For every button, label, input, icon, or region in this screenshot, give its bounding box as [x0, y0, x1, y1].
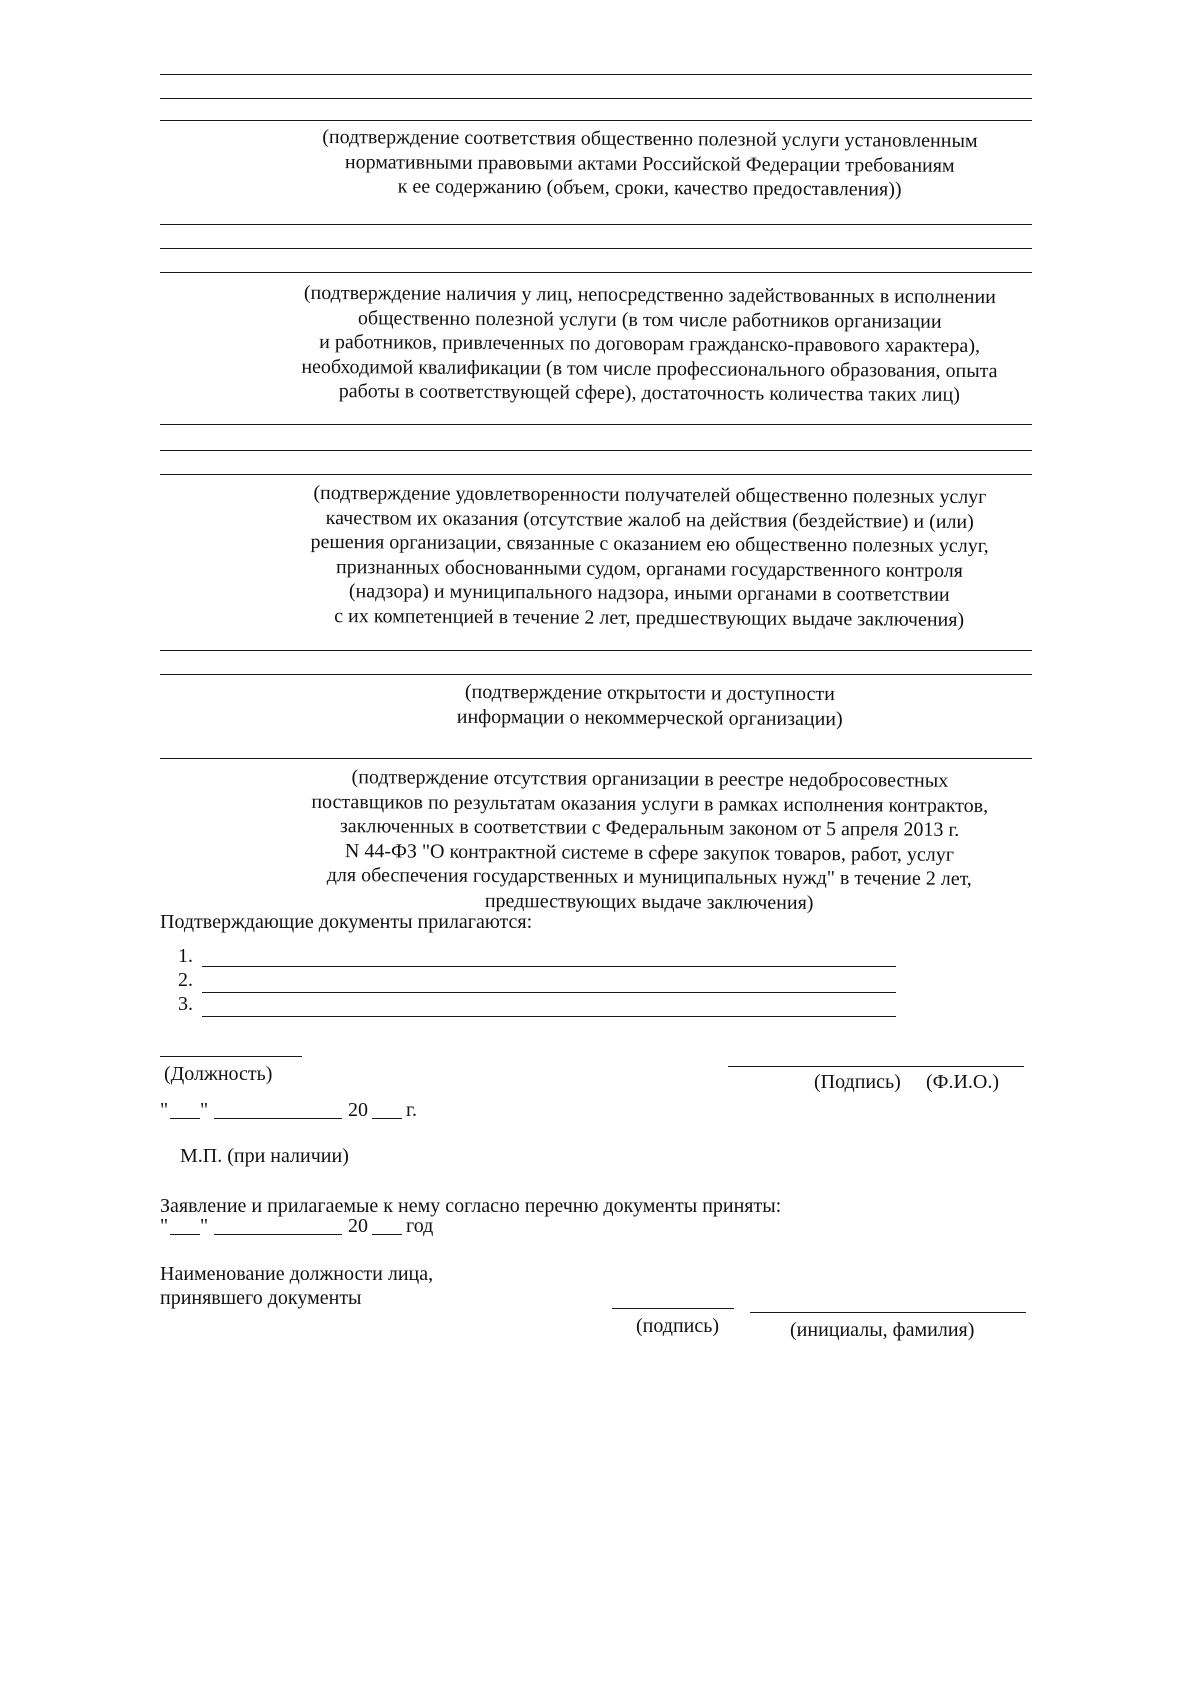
fill-line	[160, 272, 1032, 273]
caption-line: (подтверждение открытости и доступности	[464, 680, 835, 706]
fill-line	[160, 758, 1032, 759]
attachments-heading: Подтверждающие документы прилагаются:	[160, 911, 533, 933]
caption-line: общественно полезной услуги (в том числе работников организации	[357, 306, 942, 333]
caption-line: работы в соответствующей сфере), достаточность количества таких лиц)	[338, 380, 960, 406]
fill-line	[160, 224, 1032, 225]
caption-openness	[160, 678, 1140, 733]
caption-line: необходимой квалификации (в том числе профессионального образования, опыта	[301, 355, 998, 382]
position-label: (Должность)	[164, 1063, 273, 1085]
fill-line	[160, 74, 1032, 75]
caption-registry	[159, 764, 1140, 917]
fill-line	[160, 474, 1032, 475]
fill-line	[160, 450, 1032, 451]
fill-line	[160, 98, 1032, 99]
caption-line: признанных обоснованными судом, органами государственного контроля	[335, 555, 963, 582]
position-line[interactable]	[160, 1056, 302, 1057]
caption-line: к ее содержанию (объем, сроки, качество предоставления))	[397, 175, 902, 201]
caption-line: (надзора) и муниципального надзора, иными органами в соответствии	[348, 580, 950, 606]
date-day-line[interactable]	[170, 1118, 200, 1119]
fill-line	[160, 424, 1032, 425]
officer-title-line1: Наименование должности лица,	[160, 1263, 434, 1285]
caption-line: (подтверждение наличия у лиц, непосредственно задействованных в исполнении	[303, 281, 996, 309]
caption-line: решения организации, связанные с оказанием ею общественно полезных услуг,	[310, 530, 989, 558]
date-close-quote: "	[200, 1099, 209, 1121]
date-month-line[interactable]	[214, 1234, 342, 1235]
attachment-line[interactable]	[202, 1016, 896, 1017]
officer-name-label: (инициалы, фамилия)	[790, 1319, 975, 1341]
caption-compliance	[160, 124, 1140, 203]
caption-line: (подтверждение отсутствия организации в реестре недобросовестных	[351, 766, 949, 792]
caption-line: заключенных в соответствии с Федеральным законом от 5 апреля 2013 г.	[339, 815, 960, 841]
date-close-quote: "	[200, 1215, 209, 1237]
date-year-line[interactable]	[372, 1234, 402, 1235]
caption-line: нормативными правовыми актами Российской Федерации требованиям	[344, 150, 955, 177]
officer-signature-label: (подпись)	[636, 1315, 720, 1337]
date-month-line[interactable]	[214, 1118, 342, 1119]
caption-qualification	[159, 280, 1140, 408]
date-day-line[interactable]	[170, 1234, 200, 1235]
caption-line: для обеспечения государственных и муниципальных нужд" в течение 2 лет,	[326, 864, 972, 890]
caption-line: (подтверждение удовлетворенности получателей общественно полезных услуг	[313, 481, 987, 509]
stamp-note: М.П. (при наличии)	[180, 1145, 349, 1167]
fill-line	[160, 650, 1032, 651]
caption-satisfaction	[159, 480, 1140, 633]
date-year-line[interactable]	[372, 1118, 402, 1119]
caption-line: качеством их оказания (отсутствие жалоб на действия (бездействие) и (или)	[325, 506, 974, 533]
attachment-number: 1.	[178, 945, 193, 967]
signature-label: (Подпись)	[814, 1071, 901, 1093]
signature-line[interactable]	[728, 1066, 1024, 1067]
officer-name-line[interactable]	[750, 1312, 1026, 1313]
attachment-number: 2.	[178, 969, 193, 991]
caption-line: и работников, привлеченных по договорам гражданско-правового характера),	[319, 330, 981, 358]
caption-line: информации о некоммерческой организации)	[456, 705, 843, 730]
date-year-prefix: 20	[348, 1099, 368, 1121]
officer-signature-line[interactable]	[612, 1308, 734, 1309]
caption-line: поставщиков по результатам оказания услуги в рамках исполнения контрактов,	[311, 790, 989, 817]
fill-line	[160, 120, 1032, 121]
officer-title-line2: принявшего документы	[160, 1287, 362, 1309]
caption-line: предшествующих выдаче заключения)	[484, 889, 814, 914]
date-open-quote: "	[160, 1099, 169, 1121]
fill-line	[160, 674, 1032, 675]
caption-line: (подтверждение соответствия общественно полезной услуги установленным	[322, 125, 978, 152]
fill-line	[160, 248, 1032, 249]
attachment-line[interactable]	[202, 966, 896, 967]
caption-line: с их компетенцией в течение 2 лет, предшествующих выдаче заключения)	[334, 604, 965, 631]
caption-line: N 44-ФЗ "О контрактной системе в сфере закупок товаров, работ, услуг	[344, 839, 955, 866]
name-label: (Ф.И.О.)	[926, 1071, 1000, 1093]
date-year-suffix: г.	[406, 1099, 417, 1121]
attachment-line[interactable]	[202, 992, 896, 993]
attachment-number: 3.	[178, 993, 193, 1015]
date-open-quote: "	[160, 1215, 169, 1237]
date-year-suffix: год	[406, 1215, 434, 1237]
date-year-prefix: 20	[348, 1215, 368, 1237]
acceptance-statement: Заявление и прилагаемые к нему согласно перечню документы приняты:	[160, 1195, 782, 1217]
